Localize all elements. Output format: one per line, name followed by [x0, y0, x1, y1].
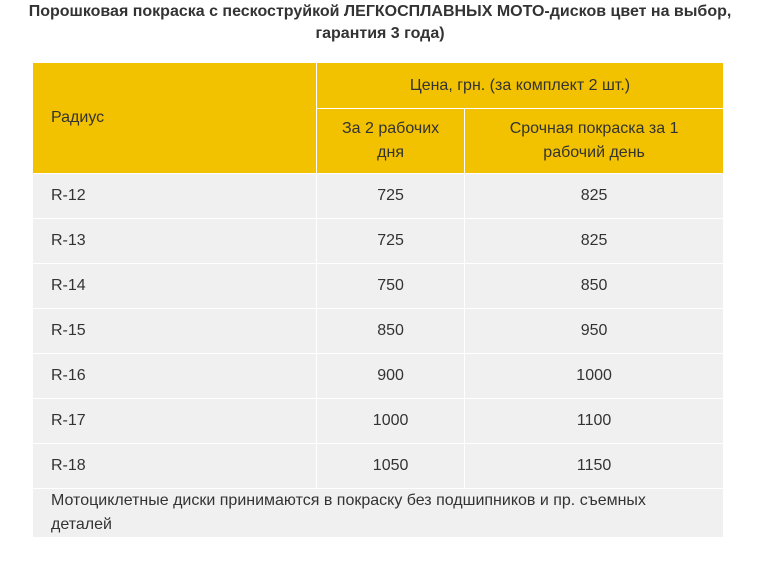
- standard-price-cell: 750: [317, 264, 465, 309]
- standard-column-header: За 2 рабочих дня: [317, 109, 465, 174]
- urgent-column-header: Срочная покраска за 1 рабочий день: [465, 109, 723, 174]
- standard-price-cell: 850: [317, 309, 465, 354]
- header-row-1: [33, 63, 723, 109]
- standard-price-cell: 900: [317, 354, 465, 399]
- urgent-price-cell: 825: [465, 174, 723, 219]
- radius-cell: R-13: [33, 219, 317, 264]
- standard-price-cell: 1050: [317, 444, 465, 489]
- page-title-line-2: гарантия 3 года): [315, 25, 445, 42]
- radius-cell: R-14: [33, 264, 317, 309]
- radius-cell: R-18: [33, 444, 317, 489]
- standard-price-cell: 725: [317, 174, 465, 219]
- note-cell: Мотоциклетные диски принимаются в покраску без подшипников и пр. съемных деталей: [33, 489, 723, 538]
- radius-cell: R-12: [33, 174, 317, 219]
- price-table-body: [33, 174, 723, 538]
- table-row: [33, 219, 723, 264]
- radius-column-header: Радиус: [33, 63, 317, 174]
- note-row: [33, 489, 723, 538]
- price-table: [33, 63, 723, 538]
- table-row: [33, 354, 723, 399]
- table-row: [33, 264, 723, 309]
- page-title: [0, 0, 760, 45]
- radius-cell: R-17: [33, 399, 317, 444]
- radius-cell: R-16: [33, 354, 317, 399]
- urgent-price-cell: 1100: [465, 399, 723, 444]
- urgent-price-cell: 1000: [465, 354, 723, 399]
- table-row: [33, 399, 723, 444]
- table-row: [33, 309, 723, 354]
- price-table-header: [33, 63, 723, 174]
- table-row: [33, 174, 723, 219]
- table-row: [33, 444, 723, 489]
- urgent-price-cell: 950: [465, 309, 723, 354]
- urgent-price-cell: 850: [465, 264, 723, 309]
- urgent-price-cell: 1150: [465, 444, 723, 489]
- urgent-price-cell: 825: [465, 219, 723, 264]
- radius-cell: R-15: [33, 309, 317, 354]
- standard-price-cell: 1000: [317, 399, 465, 444]
- price-group-header: Цена, грн. (за комплект 2 шт.): [317, 63, 723, 109]
- page-title-line-1: Порошковая покраска с пескоструйкой ЛЕГКОСПЛАВНЫХ МОТО-дисков цвет на выбор,: [28, 3, 732, 20]
- standard-price-cell: 725: [317, 219, 465, 264]
